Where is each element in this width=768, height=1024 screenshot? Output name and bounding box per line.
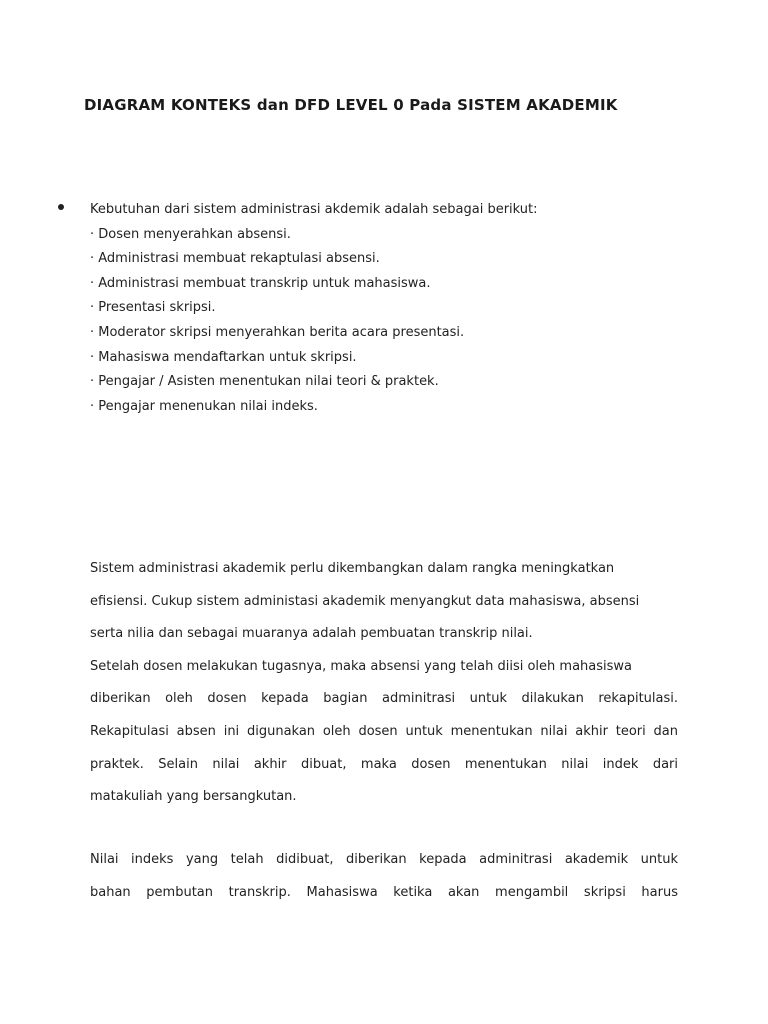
document-title: DIAGRAM KONTEKS dan DFD LEVEL 0 Pada SISTEM AKADEMIK [84,96,618,114]
paragraph-1 [90,553,678,814]
requirement-item: · Administrasi membuat transkrip untuk mahasiswa. [90,275,431,291]
paragraph-line: bahan pembutan transkrip. Mahasiswa ketika akan mengambil skripsi harus [90,884,678,900]
paragraph-line: matakuliah yang bersangkutan. [90,789,297,805]
paragraph-line: Rekapitulasi absen ini digunakan oleh dosen untuk menentukan nilai akhir teori dan [90,723,678,739]
requirement-item: · Presentasi skripsi. [90,300,216,316]
requirement-item: · Mahasiswa mendaftarkan untuk skripsi. [90,349,357,365]
paragraph-line: Sistem administrasi akademik perlu dikembangkan dalam rangka meningkatkan [90,561,615,576]
requirements-intro: Kebutuhan dari sistem administrasi akdemik adalah sebagai berikut: [90,202,538,217]
requirement-item: · Pengajar menenukan nilai indeks. [90,398,318,414]
paragraph-line: efisiensi. Cukup sistem administasi akademik menyangkut data mahasiswa, absensi [90,593,640,609]
requirement-item: · Moderator skripsi menyerahkan berita acara presentasi. [90,324,465,340]
requirement-item: · Pengajar / Asisten menentukan nilai teori & praktek. [90,374,439,390]
paragraph-2 [90,844,678,909]
requirement-item: · Dosen menyerahkan absensi. [90,226,291,242]
bullet-icon [58,204,64,210]
paragraph-line: Setelah dosen melakukan tugasnya, maka absensi yang telah diisi oleh mahasiswa [90,658,633,674]
paragraph-line: Nilai indeks yang telah didibuat, diberikan kepada adminitrasi akademik untuk [90,852,678,867]
paragraph-line: diberikan oleh dosen kepada bagian adminitrasi untuk dilakukan rekapitulasi. [90,691,678,707]
requirement-item: · Administrasi membuat rekaptulasi absensi. [90,251,380,267]
paragraph-line: praktek. Selain nilai akhir dibuat, maka dosen menentukan nilai indek dari [90,756,678,772]
paragraph-line: serta nilia dan sebagai muaranya adalah pembuatan transkrip nilai. [90,626,533,642]
requirements-list [90,202,690,423]
